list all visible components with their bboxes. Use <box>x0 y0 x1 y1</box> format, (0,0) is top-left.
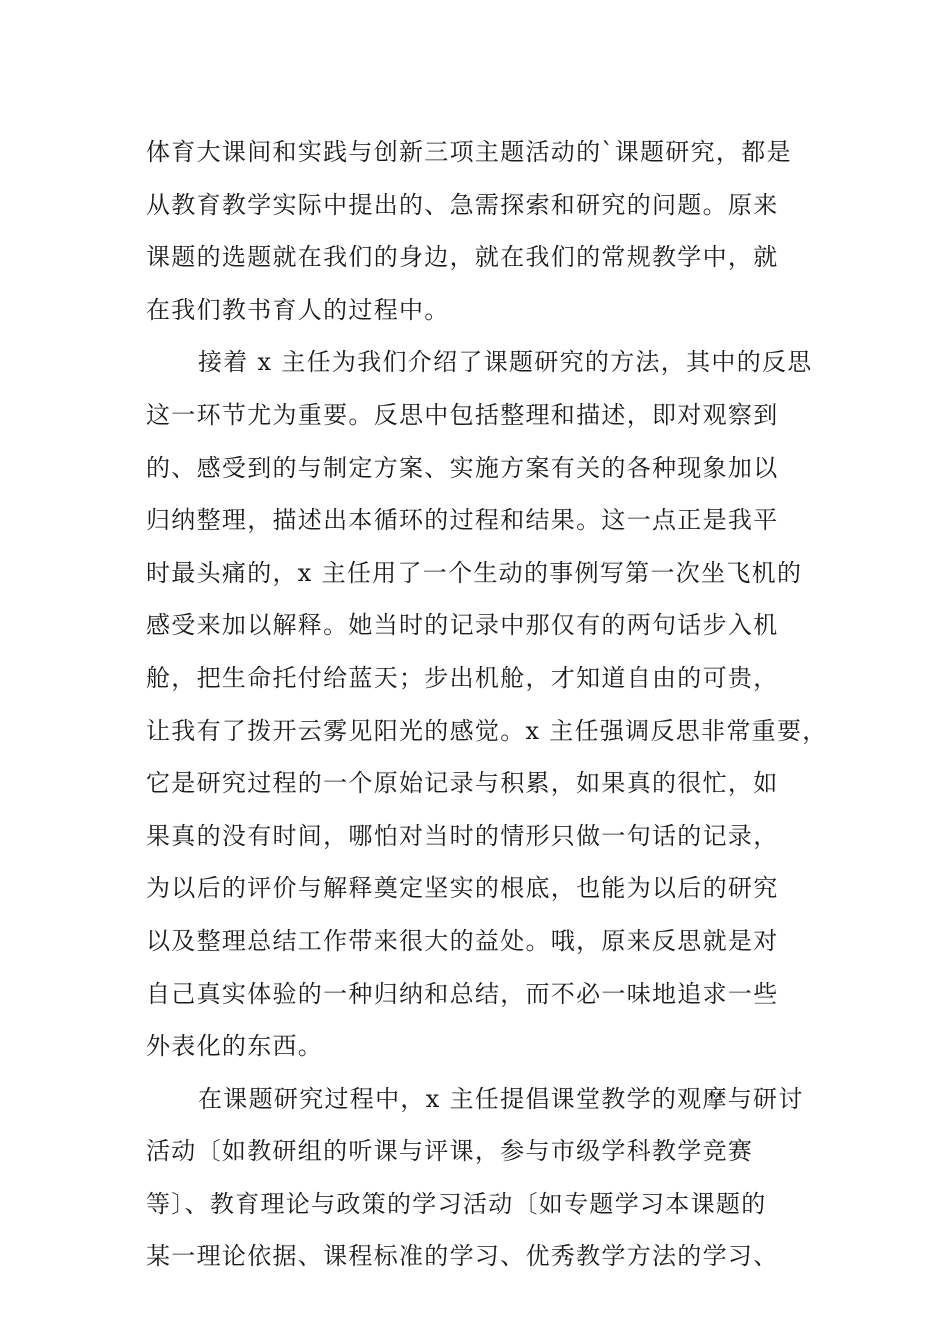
text-line: 它是研究过程的一个原始记录与积累，如果真的很忙，如 <box>146 769 779 798</box>
text-line: 接着 x 主任为我们介绍了课题研究的方法，其中的反思 <box>198 348 813 377</box>
text-line: 果真的没有时间，哪怕对当时的情形只做一句话的记录， <box>146 821 779 850</box>
text-line: 从教育教学实际中提出的、急需探索和研究的问题。原来 <box>146 190 779 219</box>
text-line: 在课题研究过程中，x 主任提倡课堂教学的观摩与研讨 <box>198 1084 804 1113</box>
text-line: 活动〔如教研组的听课与评课，参与市级学科教学竞赛 <box>146 1137 754 1166</box>
text-line: 让我有了拨开云雾见阳光的感觉。x 主任强调反思非常重要， <box>146 716 828 745</box>
text-line: 舱，把生命托付给蓝天；步出机舱，才知道自由的可贵， <box>146 663 779 692</box>
text-line: 某一理论依据、课程标准的学习、优秀教学方法的学习、 <box>146 1242 779 1271</box>
text-line: 这一环节尤为重要。反思中包括整理和描述，即对观察到 <box>146 400 779 429</box>
text-line: 课题的选题就在我们的身边，就在我们的常规教学中，就 <box>146 243 779 272</box>
text-line: 时最头痛的，x 主任用了一个生动的事例写第一次坐飞机的 <box>146 558 803 587</box>
text-line: 归纳整理，描述出本循环的过程和结果。这一点正是我平 <box>146 506 779 535</box>
text-line: 等〕、教育理论与政策的学习活动〔如专题学习本课题的 <box>146 1189 767 1218</box>
text-line: 在我们教书育人的过程中。 <box>146 295 450 324</box>
text-line: 体育大课间和实践与创新三项主题活动的`课题研究，都是 <box>146 138 792 166</box>
document-body <box>146 130 826 1287</box>
text-line: 的、感受到的与制定方案、实施方案有关的各种现象加以 <box>146 453 779 482</box>
text-line: 自己真实体验的一种归纳和总结，而不必一味地追求一些 <box>146 979 779 1008</box>
text-line: 外表化的东西。 <box>146 1032 324 1061</box>
text-line: 以及整理总结工作带来很大的益处。哦，原来反思就是对 <box>146 926 779 955</box>
text-line: 为以后的评价与解释奠定坚实的根底，也能为以后的研究 <box>146 874 779 903</box>
text-line: 感受来加以解释。她当时的记录中那仅有的两句话步入机 <box>146 611 779 640</box>
